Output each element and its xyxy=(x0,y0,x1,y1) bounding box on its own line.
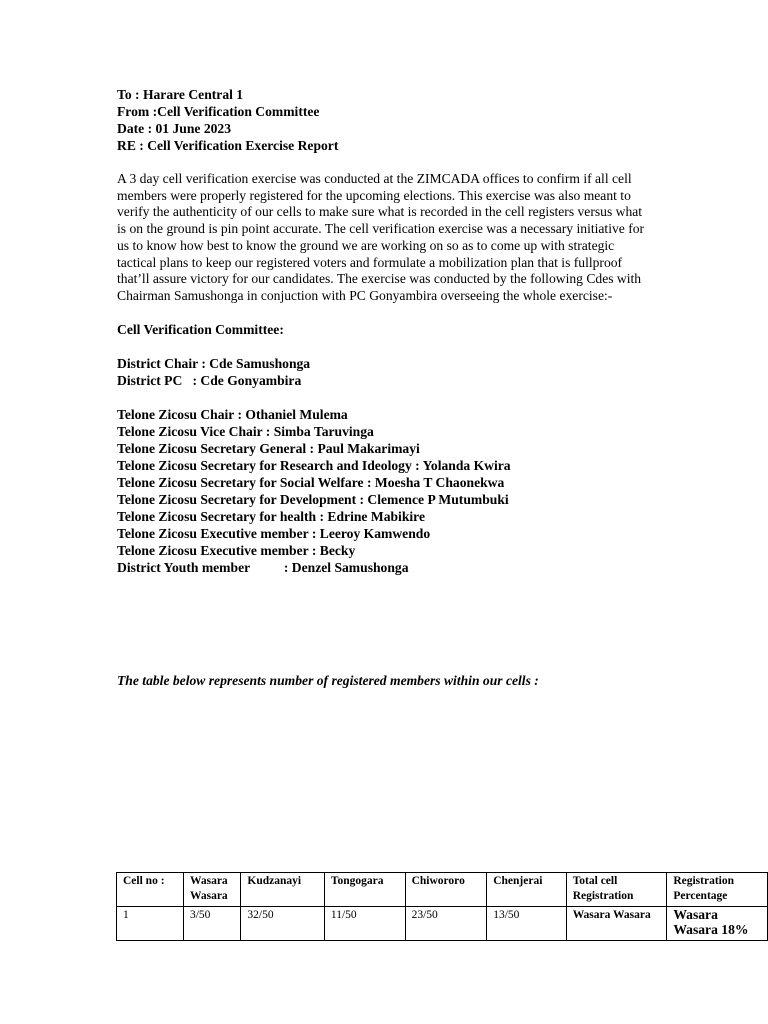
header-cell: Total cell Registration xyxy=(566,873,667,907)
table-cell: 32/50 xyxy=(241,907,325,941)
table-caption: The table below represents number of registered members within our cells : xyxy=(117,673,539,688)
memo-from: From :Cell Verification Committee xyxy=(117,104,320,119)
header-cell: Tongogara xyxy=(324,873,405,907)
member-line: Telone Zicosu Executive member : Leeroy Kamwendo xyxy=(117,525,431,541)
table-cell: Wasara Wasara xyxy=(566,907,667,941)
table-row xyxy=(117,907,768,941)
header-cell: Cell no : xyxy=(117,873,184,907)
header-cell: Kudzanayi xyxy=(241,873,325,907)
header-cell: Wasara Wasara xyxy=(183,873,240,907)
member-line: Telone Zicosu Secretary for health : Edrine Mabikire xyxy=(117,508,425,524)
district-leaders xyxy=(117,355,768,389)
memo-to: To : Harare Central 1 xyxy=(117,87,244,102)
member-line: Telone Zicosu Secretary for Social Welfare : Moesha T Chaonekwa xyxy=(117,474,505,490)
memo-header xyxy=(117,86,768,154)
header-cell: Chenjerai xyxy=(487,873,566,907)
member-line: Telone Zicosu Secretary General : Paul Makarimayi xyxy=(117,440,420,456)
memo-date: Date : 01 June 2023 xyxy=(117,121,232,136)
district-chair: District Chair : Cde Samushonga xyxy=(117,355,311,371)
table-cell: 11/50 xyxy=(324,907,405,941)
header-cell: Registration Percentage xyxy=(667,873,768,907)
member-line: District Youth member : Denzel Samushonga xyxy=(117,559,409,575)
member-line: Telone Zicosu Vice Chair : Simba Taruvinga xyxy=(117,423,374,439)
table-cell: 13/50 xyxy=(487,907,566,941)
table-cell: 3/50 xyxy=(183,907,240,941)
district-pc: District PC : Cde Gonyambira xyxy=(117,372,302,388)
table-header-row xyxy=(117,873,768,907)
memo-subject: RE : Cell Verification Exercise Report xyxy=(117,138,339,153)
body-paragraph: A 3 day cell verification exercise was conducted at the ZIMCADA offices to confirm if all cell members were properly registered for the upcoming elections. This exercise was also meant to verify the authenticity of our cells to make sure what is recorded in the cell registers versus what is on the ground is pin point accurate. The cell verification exercise was a necessary initiative for us to know how best to know the ground we are working on so as to come up with strategic tactical plans to keep our registered voters and formulate a mobilization plan that is fullproof that’ll assure victory for our candidates. The exercise was conducted by the following Cdes with Chairman Samushonga in conjuction with PC Gonyambira overseeing the whole exercise:- xyxy=(117,171,645,303)
document-page xyxy=(117,86,768,576)
member-line: Telone Zicosu Secretary for Development : Clemence P Mutumbuki xyxy=(117,491,509,507)
member-line: Telone Zicosu Chair : Othaniel Mulema xyxy=(117,406,348,422)
committee-title: Cell Verification Committee: xyxy=(117,321,284,337)
registration-table xyxy=(116,872,768,941)
table-cell: 1 xyxy=(117,907,184,941)
table-cell: 23/50 xyxy=(405,907,487,941)
member-line: Telone Zicosu Secretary for Research and Ideology : Yolanda Kwira xyxy=(117,457,511,473)
table-cell: Wasara Wasara 18% xyxy=(667,907,768,941)
member-line: Telone Zicosu Executive member : Becky xyxy=(117,542,356,558)
committee-members-list xyxy=(117,406,768,576)
header-cell: Chiwororo xyxy=(405,873,487,907)
